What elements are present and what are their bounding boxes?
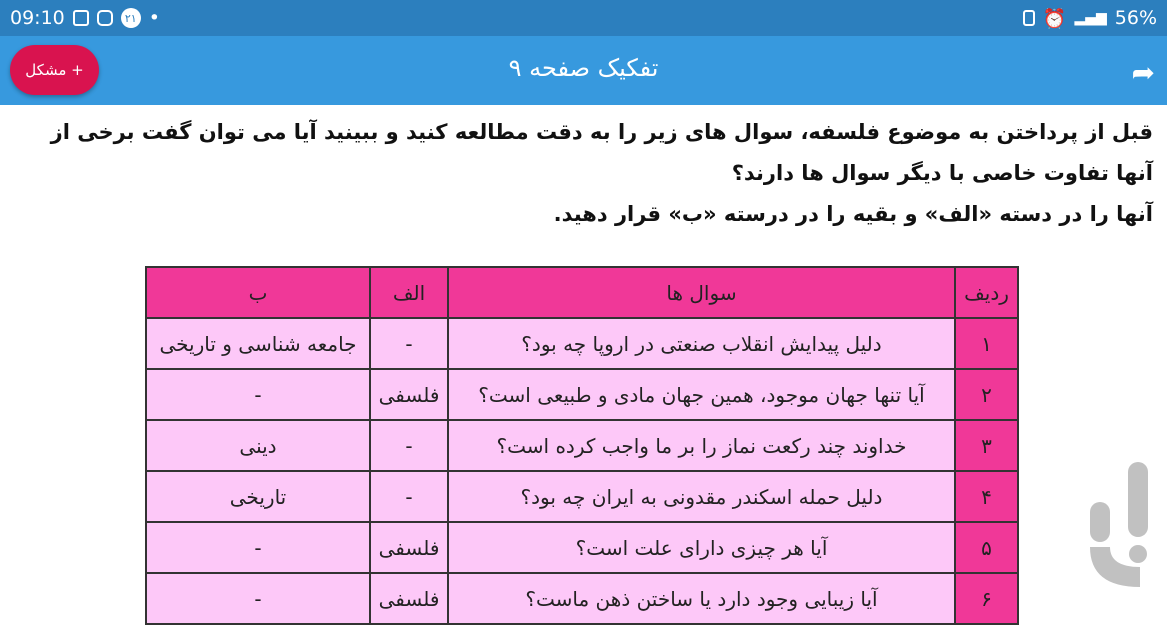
- question-cell: خداوند چند رکعت نماز را بر ما واجب کرده است؟: [448, 420, 955, 471]
- row-number: ۳: [955, 420, 1018, 471]
- questions-table: [145, 266, 1019, 625]
- question-cell: آیا هر چیزی دارای علت است؟: [448, 522, 955, 573]
- header-questions: سوال ها: [448, 267, 955, 318]
- question-cell: آیا تنها جهان موجود، همین جهان مادی و طبیعی است؟: [448, 369, 955, 420]
- be-cell: -: [146, 369, 370, 420]
- report-issue-button[interactable]: + مشکل: [10, 45, 99, 95]
- instagram-icon: [97, 10, 113, 26]
- table-row: [146, 522, 1018, 573]
- table-row: [146, 369, 1018, 420]
- status-bar: [0, 0, 1167, 36]
- notification-badge: ۲۱: [121, 8, 141, 28]
- alef-cell: -: [370, 420, 448, 471]
- table-row: [146, 573, 1018, 624]
- row-number: ۵: [955, 522, 1018, 573]
- alef-cell: -: [370, 471, 448, 522]
- table-row: [146, 471, 1018, 522]
- alef-cell: فلسفی: [370, 522, 448, 573]
- row-number: ۲: [955, 369, 1018, 420]
- be-cell: جامعه شناسی و تاریخی: [146, 318, 370, 369]
- clock: 09:10: [10, 7, 65, 29]
- row-number: ۴: [955, 471, 1018, 522]
- header-row-number: ردیف: [955, 267, 1018, 318]
- header-alef: الف: [370, 267, 448, 318]
- alef-cell: فلسفی: [370, 573, 448, 624]
- be-cell: -: [146, 573, 370, 624]
- intro-text: [10, 112, 1153, 235]
- bazaar-watermark-logo: [1080, 462, 1155, 592]
- table-row: [146, 318, 1018, 369]
- alarm-icon: ⏰: [1042, 7, 1067, 30]
- table-header: [146, 267, 1018, 318]
- row-number: ۶: [955, 573, 1018, 624]
- signal-icon: ▂▄▆: [1074, 10, 1107, 26]
- question-cell: دلیل پیدایش انقلاب صنعتی در اروپا چه بود؟: [448, 318, 955, 369]
- battery-saver-icon: [1023, 10, 1035, 26]
- battery-level: 56%: [1114, 7, 1157, 29]
- alef-cell: فلسفی: [370, 369, 448, 420]
- be-cell: تاریخی: [146, 471, 370, 522]
- alef-cell: -: [370, 318, 448, 369]
- share-icon[interactable]: ➦: [1131, 56, 1155, 89]
- page-title: تفکیک صفحه ۹: [508, 54, 659, 82]
- gallery-icon: [73, 10, 89, 26]
- question-cell: آیا زیبایی وجود دارد یا ساختن ذهن ماست؟: [448, 573, 955, 624]
- dot-icon: •: [148, 7, 160, 29]
- table-row: [146, 420, 1018, 471]
- intro-paragraph: قبل از پرداختن به موضوع فلسفه، سوال های زیر را به دقت مطالعه کنید و ببینید آیا می توان گفت برخی از آنها تفاوت خاصی با دیگر سوال ها دارند؟: [50, 120, 1153, 185]
- row-number: ۱: [955, 318, 1018, 369]
- app-bar: [0, 36, 1167, 105]
- question-cell: دلیل حمله اسکندر مقدونی به ایران چه بود؟: [448, 471, 955, 522]
- be-cell: -: [146, 522, 370, 573]
- header-be: ب: [146, 267, 370, 318]
- intro-instruction: آنها را در دسته «الف» و بقیه را در درسته «ب» قرار دهید.: [553, 202, 1153, 226]
- be-cell: دینی: [146, 420, 370, 471]
